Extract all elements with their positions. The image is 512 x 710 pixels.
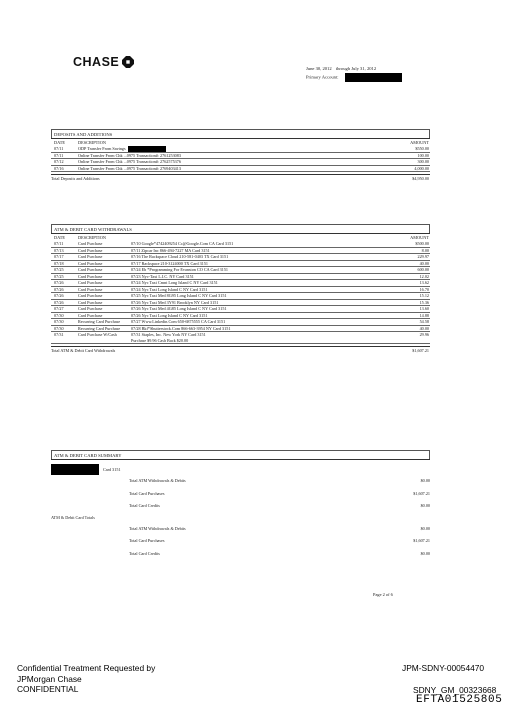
table-row: 07/12 Online Transfer From Chk ...0975 Transaction#: 2762575376 300.00 <box>51 159 430 166</box>
table-row: 07/30 Recurring Card Purchase 07/28 Bkf*Shutterstock.Com 866-663-3954 NY Card 3151 40.00 <box>51 326 430 333</box>
card-summary-lines <box>51 475 430 513</box>
table-row: 07/26 Card Purchase 07/24 Nyc Taxi Cmnt Long Island C NY Card 3151 13.62 <box>51 280 430 287</box>
summary-line: Total ATM Withdrawals & Debits $0.00 <box>129 525 430 531</box>
card-label-row: Card 3151 <box>51 463 430 475</box>
deposits-total: Total Deposits and Additions $4,950.00 <box>51 176 429 181</box>
table-row: 07/16 Online Transfer From Chk ...0975 Transaction#: 2769403413 4,000.00 <box>51 166 430 173</box>
table-row: 07/31 Card Purchase W/Cash 07/31 Staples, Inc. New York NY Card 3151 Purchase $9.96 Cash Back $20.00 29.96 <box>51 332 430 344</box>
efta-number: EFTA01525805 <box>416 694 503 706</box>
summary-line: Total Card Credits $0.00 <box>129 503 430 508</box>
withdrawals-section <box>51 224 430 354</box>
summary-line: Total ATM Withdrawals & Debits $0.00 <box>129 478 430 483</box>
table-row: 07/26 Card Purchase 07/24 Nyc Taxi Long Island C NY Card 3151 16.70 <box>51 287 430 294</box>
table-row: 07/25 Card Purchase 07/24 Eb *Programming For Evanston CO CA Card 3151 600.00 <box>51 267 430 274</box>
table-row: 07/13 Card Purchase 07/11 Zipcar Inc 866-494-7227 MA Card 3151 8.00 <box>51 248 430 255</box>
withdrawals-rows <box>51 241 430 344</box>
bates-number-2: SDNY_GM_00323668 <box>413 685 497 695</box>
section-title: ATM & DEBIT CARD SUMMARY <box>51 450 430 459</box>
summary-line: Total Card Credits $0.00 <box>129 550 430 556</box>
chase-octagon-icon <box>122 56 134 68</box>
table-row: 07/27 Card Purchase 07/26 Nyc Taxi Med 4G85 Long Island C NY Card 3151 13.60 <box>51 306 430 313</box>
table-row: 07/26 Card Purchase 07/25 Nyc Taxi Med 8G95 Long Island C NY Card 3151 15.12 <box>51 293 430 300</box>
primary-account: Primary Account: <box>306 73 402 82</box>
chase-logo <box>73 55 134 69</box>
section-title: ATM & DEBIT CARD WITHDRAWALS <box>51 224 430 233</box>
section-title: DEPOSITS AND ADDITIONS <box>51 129 430 138</box>
page-number: Page 2 of 6 <box>373 592 393 597</box>
summary-line: Total Card Purchases $1,607.21 <box>129 538 430 543</box>
account-number-redaction <box>345 73 402 82</box>
totals-summary-lines <box>51 523 430 561</box>
deposits-section <box>51 129 430 182</box>
statement-period: June 30, 2012 through July 31, 2012 <box>306 66 377 71</box>
table-row: 07/17 Card Purchase 07/16 The Rackspace Cloud 210-581-0403 TX Card 3151 229.97 <box>51 254 430 261</box>
table-row: 07/25 Card Purchase 07/23 Nyc-Taxi L.I.C. NY Card 3151 12.02 <box>51 274 430 281</box>
table-row: 07/26 Card Purchase 07/26 Nyc Taxi Med 3Y91 Brooklyn NY Card 3151 15.36 <box>51 300 430 307</box>
table-row: 07/11 Online Transfer From Chk ...0975 Transaction#: 2761253083 100.00 <box>51 153 430 160</box>
redaction <box>128 146 166 151</box>
table-row: 07/30 Recurring Card Purchase 07/27 Www.Linkedin.Com 650-6875555 CA Card 3151 54.58 <box>51 319 430 326</box>
table-row: 07/18 Card Purchase 07/17 Rackspace 210-3124000 TX Card 3151 40.00 <box>51 261 430 268</box>
footer-confidential: Confidential Treatment Requested by JPMorgan Chase CONFIDENTIAL <box>17 663 156 694</box>
cardholder-redaction <box>51 464 99 475</box>
table-row: 07/30 Card Purchase 07/26 Nyc Taxi Long Island C NY Card 3151 14.88 <box>51 313 430 320</box>
table-row: 07/11 ODP Transfer From Savings $550.00 <box>51 146 430 153</box>
bates-number-1: JPM-SDNY-00054470 <box>402 663 485 673</box>
withdrawals-total: Total ATM & Debit Card Withdrawals $1,607.21 <box>51 348 429 353</box>
chase-wordmark: CHASE <box>73 55 120 69</box>
table-row: 07/11 Card Purchase 07/10 Google*4742409254 Cc@Google.Com CA Card 3151 $500.00 <box>51 241 430 248</box>
totals-label: ATM & Debit Card Totals <box>51 514 95 520</box>
summary-line: Total Card Purchases $1,607.21 <box>129 490 430 496</box>
card-summary-section <box>51 450 430 560</box>
account-info <box>306 65 402 82</box>
table-header: DATE DESCRIPTION AMOUNT <box>54 235 429 240</box>
table-header: DATE DESCRIPTION AMOUNT <box>54 140 429 145</box>
